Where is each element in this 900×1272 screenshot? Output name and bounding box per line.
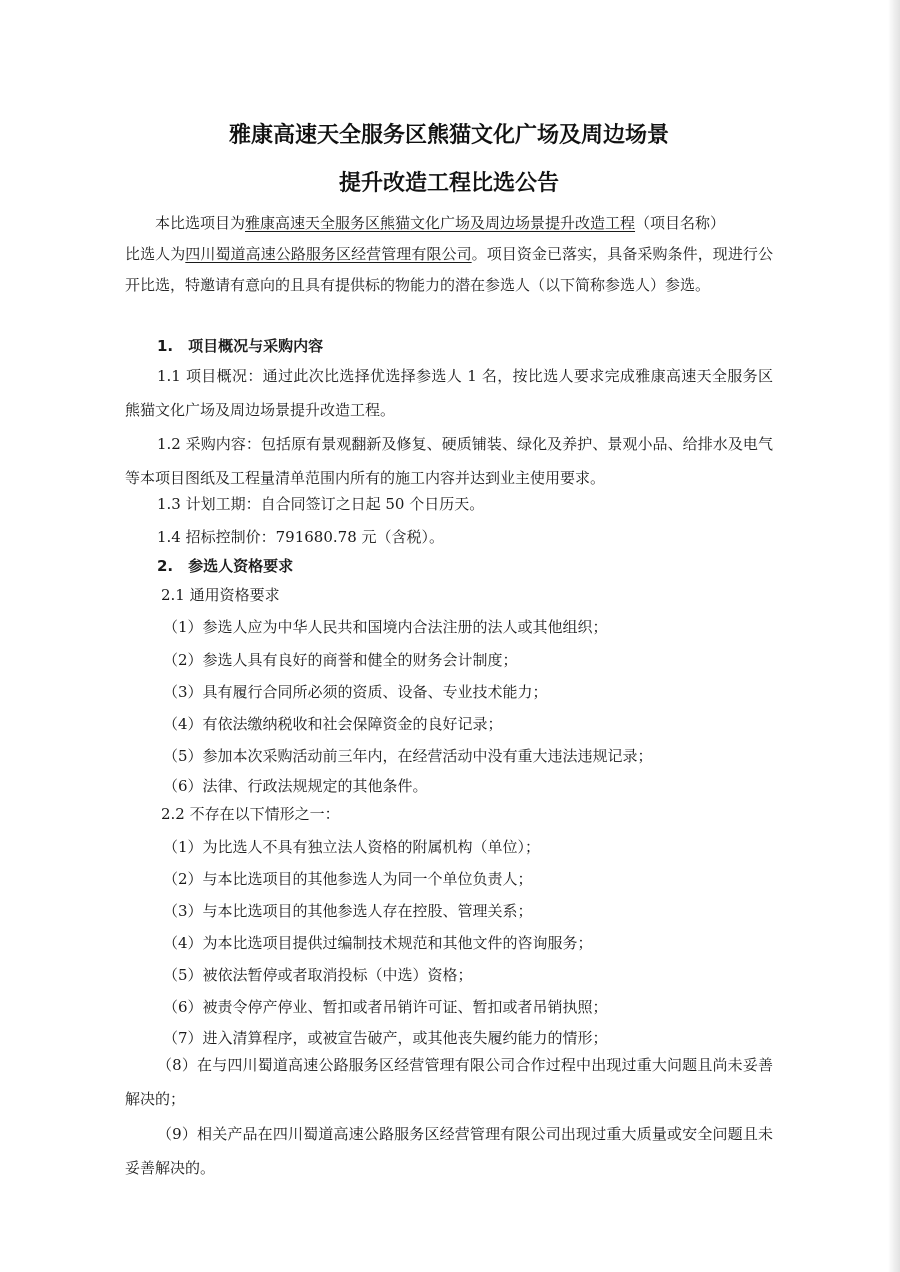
section1-paragraph-1-3: 1.3 计划工期：自合同签订之日起 50 个日历天。 [157, 495, 485, 513]
intro-prefix: 本比选项目为 [155, 214, 246, 232]
section1-paragraph-1-2: 1.2 采购内容：包括原有景观翻新及修复、硬质铺装、绿化及养护、景观小品、给排水及电气等本项目图纸及工程量清单范围内所有的施工内容并达到业主使用要求。 [125, 435, 773, 487]
intro-paragraph [125, 208, 773, 301]
section1-heading: 1. 项目概况与采购内容 [157, 337, 324, 355]
exclusion-item: （9）相关产品在四川蜀道高速公路服务区经营管理有限公司出现过重大质量或安全问题且未妥善解决的。 [125, 1125, 773, 1177]
general-requirement-item: （6）法律、行政法规规定的其他条件。 [163, 777, 428, 795]
exclusion-item: （1）为比选人不具有独立法人资格的附属机构（单位）； [163, 838, 541, 856]
general-requirement-item: （3）具有履行合同所必须的资质、设备、专业技术能力； [163, 683, 548, 701]
section1-paragraph-1-1: 1.1 项目概况：通过此次比选择优选择参选人 1 名，按比选人要求完成雅康高速天全服务区熊猫文化广场及周边场景提升改造工程。 [125, 367, 773, 419]
exclusion-item: （4）为本比选项目提供过编制技术规范和其他文件的咨询服务； [163, 934, 593, 952]
section2-2-heading: 2.2 不存在以下情形之一： [161, 805, 340, 823]
exclusion-item: （7）进入清算程序，或被宣告破产，或其他丧失履约能力的情形； [163, 1029, 608, 1047]
exclusion-item: （6）被责令停产停业、暂扣或者吊销许可证、暂扣或者吊销执照； [163, 998, 608, 1016]
page-edge-shadow [888, 0, 900, 1272]
general-requirement-item: （2）参选人具有良好的商誉和健全的财务会计制度； [163, 651, 518, 669]
exclusion-item: （2）与本比选项目的其他参选人为同一个单位负责人； [163, 870, 533, 888]
document-title-line2: 提升改造工程比选公告 [338, 171, 559, 196]
document-title-line1: 雅康高速天全服务区熊猫文化广场及周边场景 [228, 123, 669, 148]
exclusion-item: （3）与本比选项目的其他参选人存在控股、管理关系； [163, 902, 533, 920]
project-name-suffix: （项目名称） [635, 214, 726, 232]
general-requirement-item: （4）有依法缴纳税收和社会保障资金的良好记录； [163, 715, 503, 733]
section1-paragraph-1-4: 1.4 招标控制价：791680.78 元（含税）。 [157, 528, 445, 546]
buyer-prefix: 比选人为 [125, 245, 186, 263]
project-name: 雅康高速天全服务区熊猫文化广场及周边场景提升改造工程 [245, 214, 636, 232]
general-requirement-item: （5）参加本次采购活动前三年内，在经营活动中没有重大违法违规记录； [163, 747, 653, 765]
general-requirement-item: （1）参选人应为中华人民共和国境内合法注册的法人或其他组织； [163, 618, 608, 636]
exclusion-item: （8）在与四川蜀道高速公路服务区经营管理有限公司合作过程中出现过重大问题且尚未妥善解决的； [125, 1056, 773, 1108]
section2-heading: 2. 参选人资格要求 [157, 557, 294, 575]
section2-1-heading: 2.1 通用资格要求 [161, 586, 280, 604]
exclusion-item: （5）被依法暂停或者取消投标（中选）资格； [163, 966, 473, 984]
buyer-name: 四川蜀道高速公路服务区经营管理有限公司 [185, 245, 472, 263]
intro-rest: 。项目资金已落实，具备采购条件，现进行公开比选，特邀请有意向的且具有提供标的物能力的潜在参选人（以下简称参选人）参选。 [125, 245, 773, 294]
